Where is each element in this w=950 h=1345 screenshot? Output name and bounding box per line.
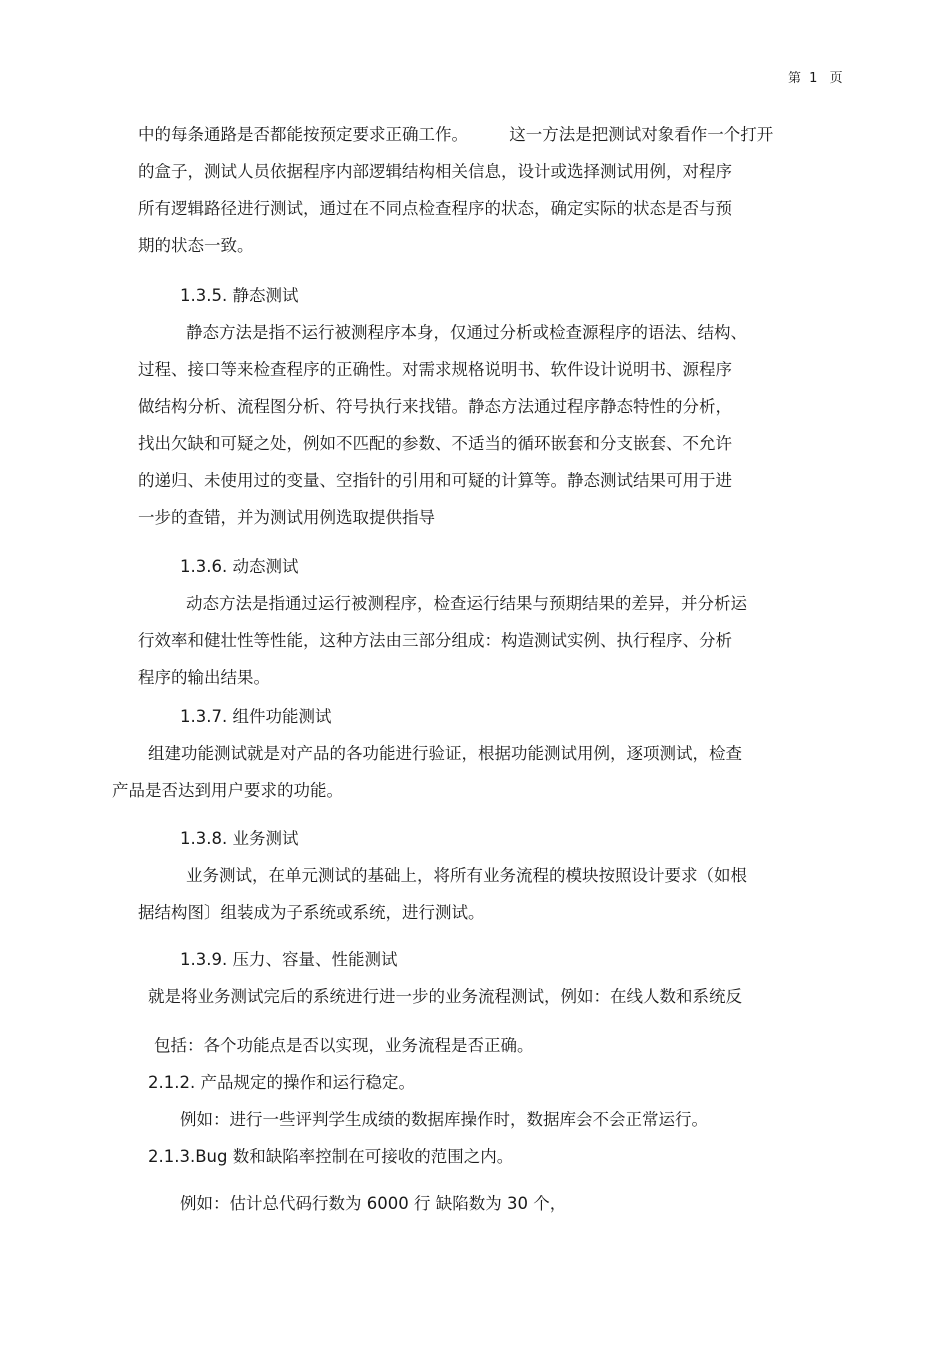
paragraph-line: 过程、接口等来检查程序的正确性。对需求规格说明书、软件设计说明书、源程序 xyxy=(138,360,732,379)
section-heading: 1.3.8. 业务测试 xyxy=(180,829,299,848)
paragraph-line: 做结构分析、流程图分析、符号执行来找错。静态方法通过程序静态特性的分析， xyxy=(138,397,732,416)
paragraph-line: 中的每条通路是否都能按预定要求正确工作。 这一方法是把测试对象看作一个打开 xyxy=(138,125,774,144)
section-heading: 2.1.3.Bug 数和缺陷率控制在可接收的范围之内。 xyxy=(148,1147,514,1166)
paragraph-line: 包括：各个功能点是否以实现，业务流程是否正确。 xyxy=(154,1036,534,1055)
paragraph-line: 找出欠缺和可疑之处，例如不匹配的参数、不适当的循环嵌套和分支嵌套、不允许 xyxy=(138,434,732,453)
paragraph-line: 动态方法是指通过运行被测程序，检查运行结果与预期结果的差异，并分析运 xyxy=(186,594,747,613)
page-number-value: 1 xyxy=(809,71,818,86)
paragraph-line: 的递归、未使用过的变量、空指针的引用和可疑的计算等。静态测试结果可用于进 xyxy=(138,471,732,490)
paragraph-line: 组建功能测试就是对产品的各功能进行验证，根据功能测试用例，逐项测试，检查 xyxy=(148,744,742,763)
paragraph-line: 产品是否达到用户要求的功能。 xyxy=(112,781,343,800)
paragraph-line: 静态方法是指不运行被测程序本身，仅通过分析或检查源程序的语法、结构、 xyxy=(186,323,747,342)
paragraph-line: 例如：估计总代码行数为 6000 行 缺陷数为 30 个， xyxy=(180,1194,567,1213)
paragraph-line: 的盒子，测试人员依据程序内部逻辑结构相关信息，设计或选择测试用例，对程序 xyxy=(138,162,732,181)
section-heading: 1.3.7. 组件功能测试 xyxy=(180,707,332,726)
paragraph-line: 业务测试，在单元测试的基础上，将所有业务流程的模块按照设计要求（如根 xyxy=(186,866,747,885)
paragraph-line: 据结构图〕组装成为子系统或系统，进行测试。 xyxy=(138,903,485,922)
section-heading: 1.3.9. 压力、容量、性能测试 xyxy=(180,950,398,969)
page-prefix: 第 xyxy=(788,71,802,86)
paragraph-line: 行效率和健壮性等性能，这种方法由三部分组成：构造测试实例、执行程序、分析 xyxy=(138,631,732,650)
paragraph-line: 一步的查错，并为测试用例选取提供指导 xyxy=(138,508,435,527)
page-number xyxy=(788,70,843,88)
page-suffix: 页 xyxy=(829,71,843,86)
paragraph-line: 所有逻辑路径进行测试，通过在不同点检查程序的状态，确定实际的状态是否与预 xyxy=(138,199,732,218)
paragraph-line: 程序的输出结果。 xyxy=(138,668,270,687)
section-heading: 2.1.2. 产品规定的操作和运行稳定。 xyxy=(148,1073,415,1092)
paragraph-line: 例如：进行一些评判学生成绩的数据库操作时，数据库会不会正常运行。 xyxy=(180,1110,708,1129)
paragraph-line: 期的状态一致。 xyxy=(138,236,254,255)
section-heading: 1.3.5. 静态测试 xyxy=(180,286,299,305)
paragraph-line: 就是将业务测试完后的系统进行进一步的业务流程测试，例如：在线人数和系统反 xyxy=(148,987,742,1006)
section-heading: 1.3.6. 动态测试 xyxy=(180,557,299,576)
